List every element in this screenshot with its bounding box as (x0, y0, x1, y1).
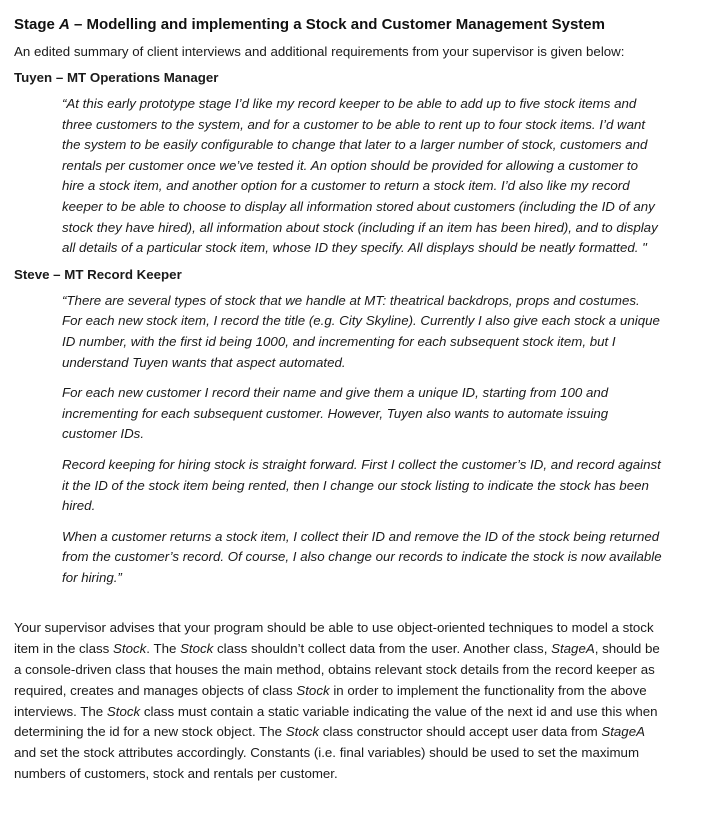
title-prefix: Stage (14, 16, 60, 33)
supervisor-paragraph: Your supervisor advises that your program should be able to use object-oriented techniques to model a stock item in the class Stock. The Stock class shouldn’t collect data from the user. Another class, StageA, should be a console-driven class that houses the main method, obtains relevant stock details from the record keeper as required, creates and manages objects of class Stock in order to implement the functionality from the above interviews. The Stock class must contain a static variable indicating the value of the next id and use this when determining the id for a new stock object. The Stock class constructor should accept user data from StageA and set the stock attributes accordingly. Constants (i.e. final variables) should be used to set the maximum numbers of customers, stock and rentals per customer. (14, 620, 660, 782)
speaker-tuyen: Tuyen – MT Operations Manager (14, 70, 219, 85)
quote-steve-returns: When a customer returns a stock item, I collect their ID and remove the ID of the stock being returned from the customer’s record. Of course, I also change our records to indicate the stock is now available for hiring.” (62, 528, 662, 585)
quote-tuyen: “At this early prototype stage I’d like my record keeper to be able to add up to five stock items and three customers to the system, and for a customer to be able to rent up to four stock items. I’d want the system to be easily configurable to change that later to a larger number of stock, customers and rentals per customer once we’ve tested it. An option should be provided for allowing a customer to hire a stock item, and another option for a customer to return a stock item. I’d also like my record keeper to be able to choose to display all information stored about customers (including the ID of any stock they have hired), all information about stock (including if an item has been hired), and to display all details of a particular stock item, whose ID they specify. All displays should be neatly formatted. " (62, 96, 658, 256)
quote-steve-stock: “There are several types of stock that we handle at MT: theatrical backdrops, props and costumes. For each new stock item, I record the title (e.g. City Skyline). Currently I also give each stock a unique ID number, with the first id being 1000, and incrementing for each subsequent stock item, but I understand Tuyen wants that aspect automated. (62, 292, 660, 370)
title-rest: – Modelling and implementing a Stock and Customer Management System (69, 16, 605, 33)
title-stage: A (59, 16, 70, 33)
quote-steve-customers: For each new customer I record their name and give them a unique ID, starting from 100 and incrementing for each subsequent customer. However, Tuyen also wants to automate issuing customer IDs. (62, 385, 609, 442)
page-title (14, 0, 698, 36)
intro-paragraph: An edited summary of client interviews and additional requirements from your supervisor is given below: (14, 44, 625, 59)
quote-steve-hiring: Record keeping for hiring stock is straight forward. First I collect the customer’s ID, and record against it the ID of the stock item being rented, then I change our stock listing to indicate the stock has been hired. (62, 456, 661, 514)
speaker-steve: Steve – MT Record Keeper (14, 266, 182, 282)
